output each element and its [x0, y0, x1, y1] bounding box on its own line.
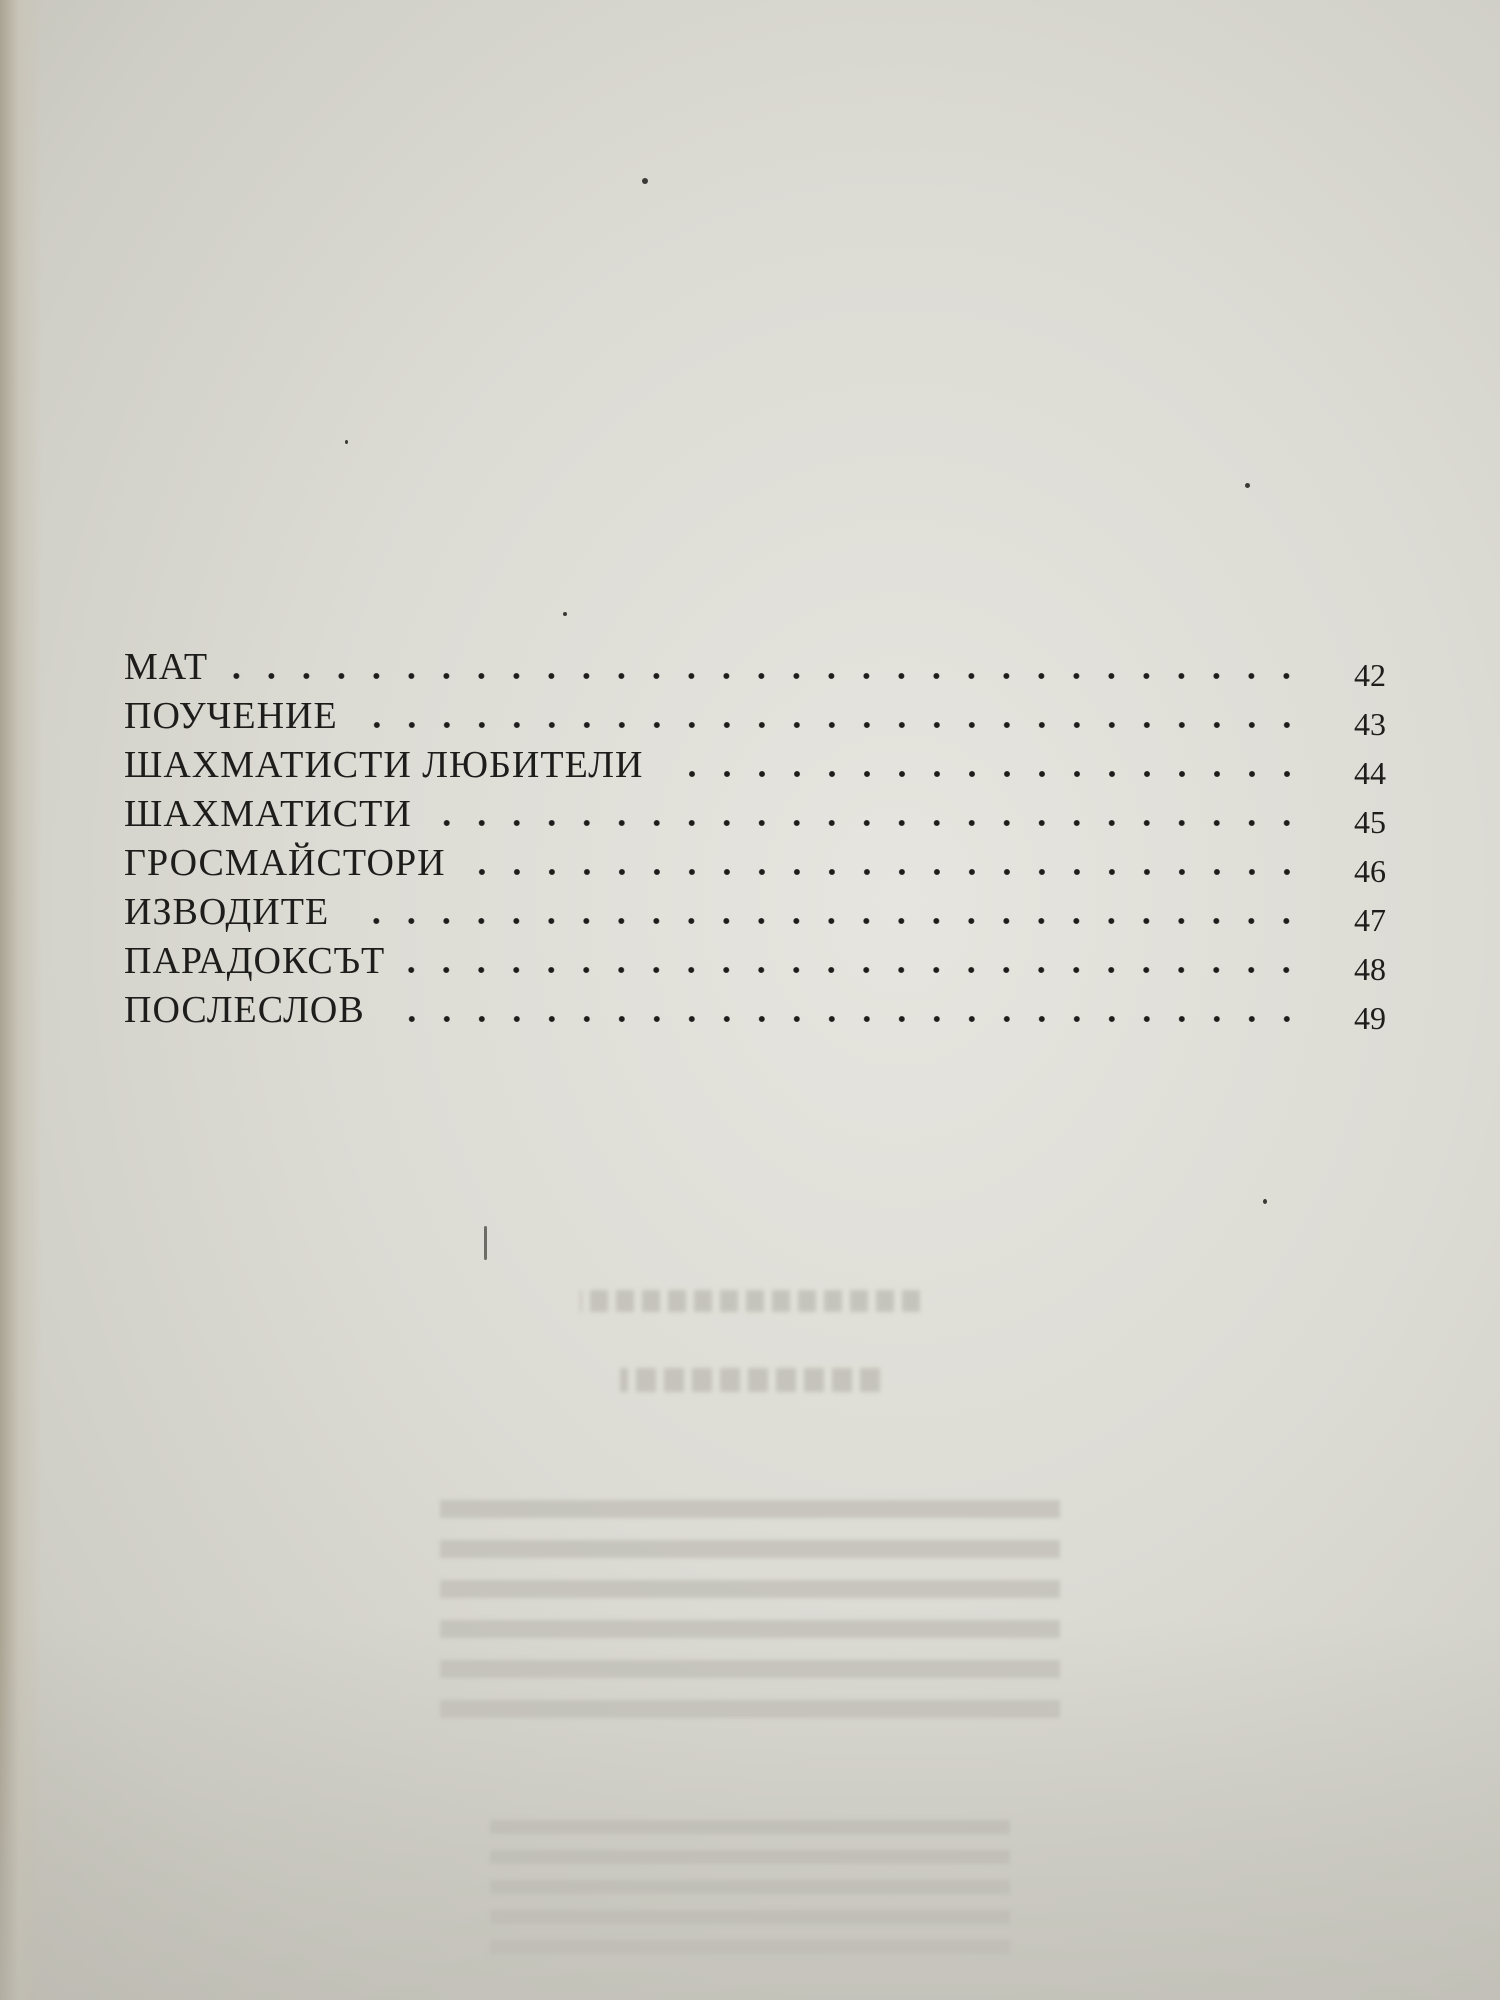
show-through-line — [0, 1290, 1500, 1330]
dot-leader — [226, 671, 1304, 681]
toc-entry — [124, 885, 1386, 938]
table-of-contents — [124, 640, 1386, 1036]
dot-leader — [356, 720, 1304, 730]
toc-entry — [124, 983, 1386, 1036]
toc-entry — [124, 738, 1386, 791]
dot-leader — [430, 818, 1304, 828]
dot-leader — [403, 965, 1304, 975]
dot-leader — [464, 867, 1304, 877]
dot-leader — [662, 769, 1305, 779]
toc-entry-title: ПОУЧЕНИЕ — [124, 695, 338, 737]
toc-entry-page: 47 — [1354, 902, 1386, 938]
paper-speck — [642, 178, 648, 184]
toc-entry — [124, 689, 1386, 742]
paper-speck — [345, 440, 348, 444]
toc-entry-page: 46 — [1354, 853, 1386, 889]
toc-entry-title: МАТ — [124, 646, 209, 688]
toc-entry-title: ШАХМАТИСТИ ЛЮБИТЕЛИ — [124, 744, 644, 786]
toc-entry — [124, 836, 1386, 889]
toc-entry-title: ИЗВОДИТЕ — [124, 891, 330, 933]
show-through-block — [0, 1820, 1500, 1970]
toc-entry-page: 43 — [1354, 706, 1386, 742]
toc-entry-page: 45 — [1354, 804, 1386, 840]
paper-speck — [563, 612, 567, 616]
toc-entry-page: 44 — [1354, 755, 1386, 791]
show-through-line — [0, 1368, 1500, 1408]
paper-speck — [1245, 483, 1250, 488]
dot-leader — [383, 1014, 1304, 1024]
toc-entry — [124, 640, 1386, 693]
toc-entry-title: ПОСЛЕСЛОВ — [124, 989, 365, 1031]
toc-entry-page: 48 — [1354, 951, 1386, 987]
toc-entry-page: 42 — [1354, 657, 1386, 693]
toc-entry-title: ШАХМАТИСТИ — [124, 793, 412, 835]
toc-entry-title: ГРОСМАЙСТОРИ — [124, 842, 446, 884]
dot-leader — [347, 916, 1304, 926]
show-through-block — [0, 1500, 1500, 1730]
paper-speck — [1263, 1199, 1267, 1204]
toc-entry — [124, 934, 1386, 987]
toc-entry-title: ПАРАДОКСЪТ — [124, 940, 386, 982]
toc-entry-page: 49 — [1354, 1000, 1386, 1036]
paper-mark — [484, 1226, 487, 1260]
toc-entry — [124, 787, 1386, 840]
